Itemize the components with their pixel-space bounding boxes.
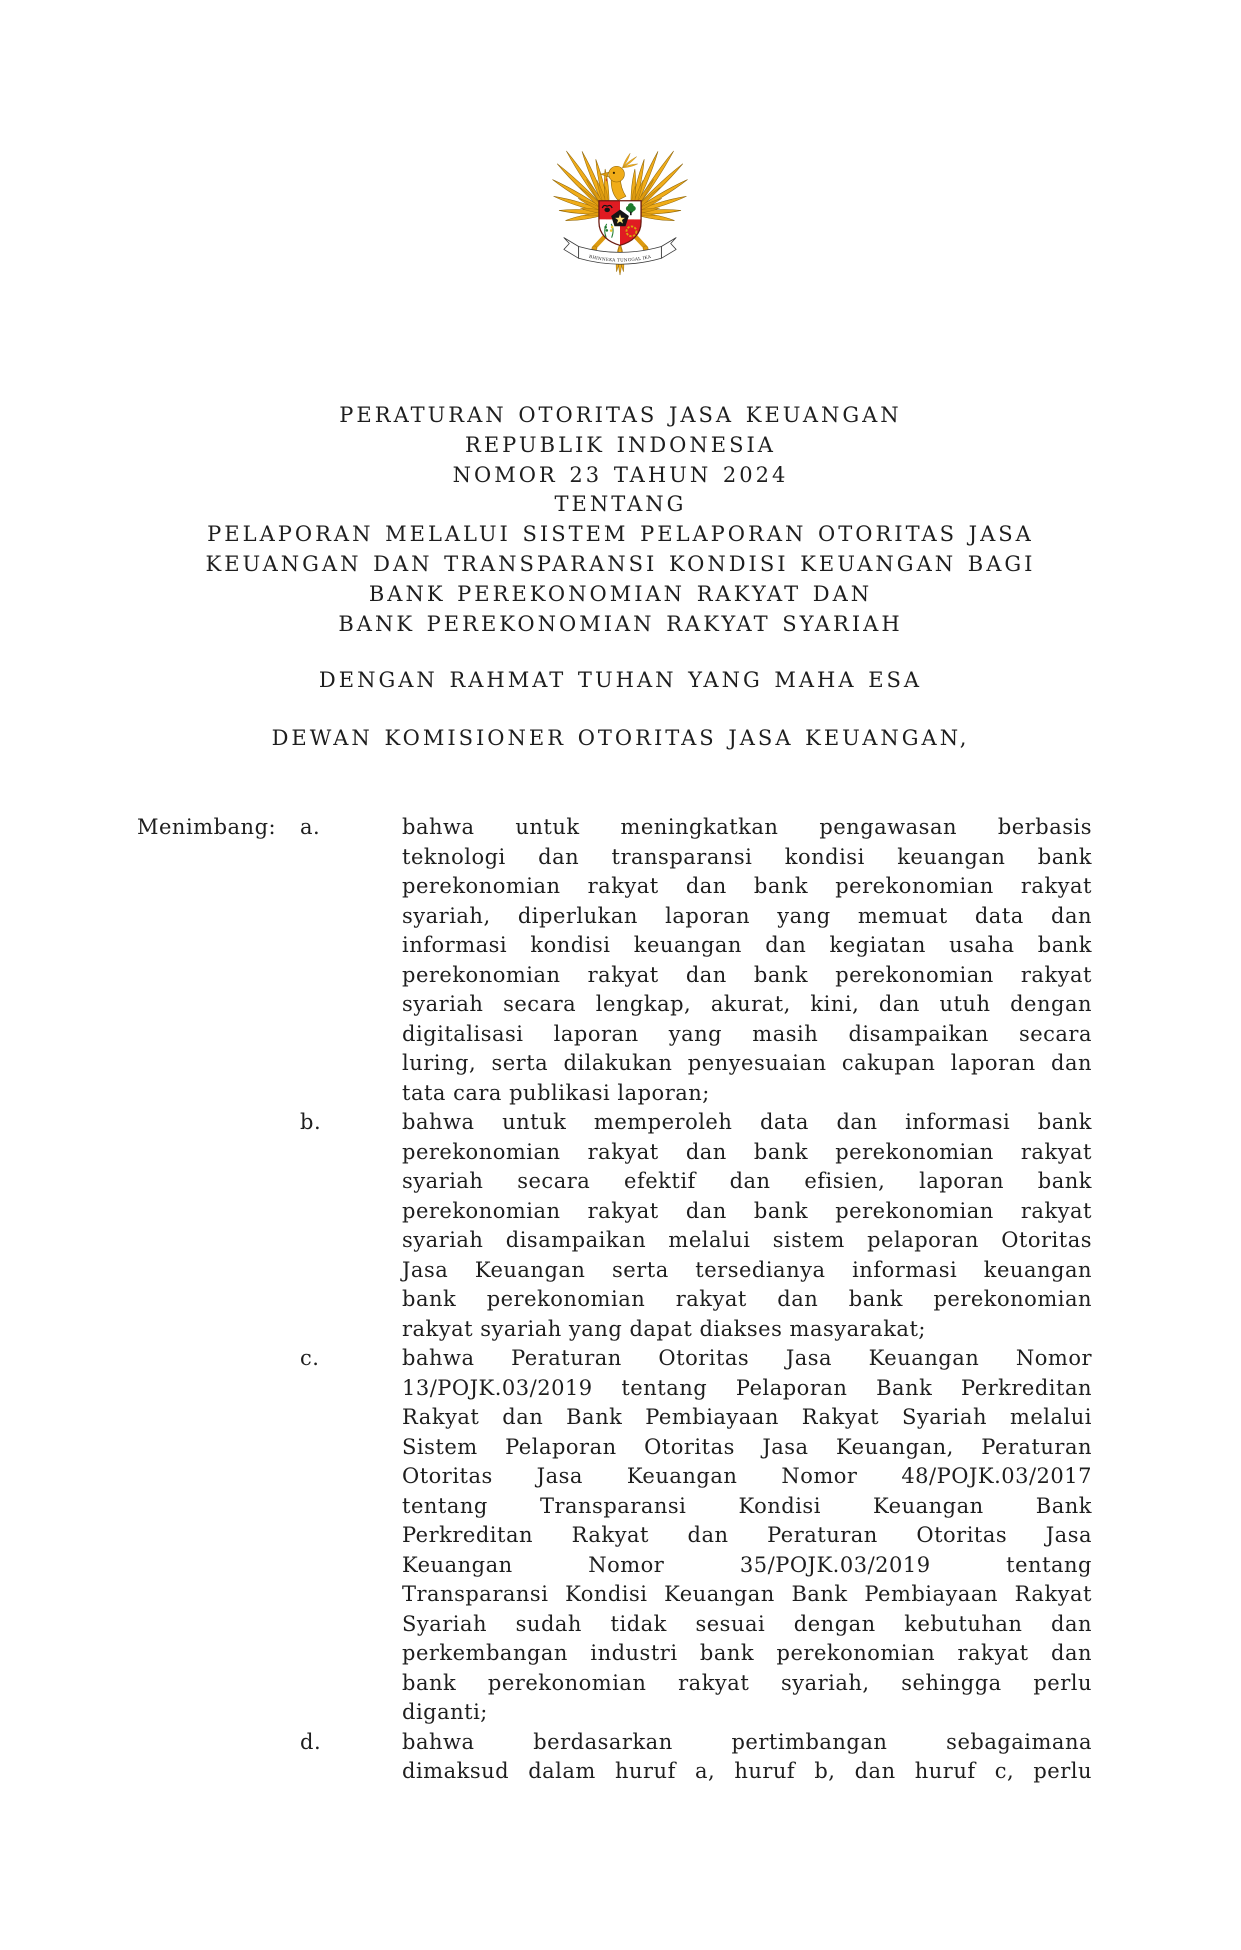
text-line: perekonomian rakyat dan bank perekonomian rakyat — [402, 962, 1092, 987]
text-line: 13/POJK.03/2019 tentang Pelaporan Bank Perkreditan — [402, 1375, 1092, 1400]
title-line-8: BANK PEREKONOMIAN RAKYAT SYARIAH — [338, 611, 903, 636]
text-line: Keuangan Nomor 35/POJK.03/2019 tentang — [402, 1552, 1092, 1577]
item-letter: b. — [300, 1110, 322, 1134]
title-line-2: REPUBLIK INDONESIA — [465, 432, 776, 457]
text-line: perekonomian rakyat dan bank perekonomian rakyat — [402, 1198, 1092, 1223]
garuda-pancasila-emblem — [551, 150, 689, 278]
title-line-6: KEUANGAN DAN TRANSPARANSI KONDISI KEUANGAN BAGI — [205, 551, 1036, 576]
item-text — [402, 813, 1092, 1108]
text-line: bank perekonomian rakyat dan bank perekonomian — [402, 1287, 1092, 1311]
text-line: Rakyat dan Bank Pembiayaan Rakyat Syariah melalui — [402, 1405, 1092, 1429]
text-line: Syariah sudah tidak sesuai dengan kebutuhan dan — [402, 1611, 1092, 1636]
text-line: tata cara publikasi laporan; — [402, 1080, 710, 1105]
item-letter: c. — [300, 1346, 320, 1370]
text-line: perkembangan industri bank perekonomian rakyat dan — [402, 1641, 1092, 1665]
text-line: bahwa untuk meningkatkan pengawasan berbasis — [402, 815, 1092, 839]
text-line: luring, serta dilakukan penyesuaian cakupan laporan dan — [402, 1051, 1092, 1075]
eye — [613, 172, 615, 174]
text-line: syariah disampaikan melalui sistem pelaporan Otoritas — [402, 1228, 1092, 1252]
text-line: Perkreditan Rakyat dan Peraturan Otoritas Jasa — [402, 1523, 1092, 1547]
text-line: informasi kondisi keuangan dan kegiatan usaha bank — [402, 933, 1092, 957]
head — [609, 166, 625, 182]
text-line: bank perekonomian rakyat syariah, sehingga perlu — [402, 1670, 1092, 1695]
text-line: digitalisasi laporan yang masih disampaikan secara — [402, 1021, 1092, 1046]
text-line: bahwa untuk memperoleh data dan informasi bank — [402, 1110, 1092, 1134]
text-line: rakyat syariah yang dapat diakses masyarakat; — [402, 1316, 926, 1341]
item-text — [402, 1728, 1092, 1787]
head-crest — [622, 153, 638, 169]
invocation-line: DENGAN RAHMAT TUHAN YANG MAHA ESA — [318, 668, 923, 692]
garuda-pancasila-icon — [551, 150, 689, 278]
text-line: Transparansi Kondisi Keuangan Bank Pembiayaan Rakyat — [402, 1582, 1092, 1606]
title-line-4: TENTANG — [554, 492, 687, 517]
text-line: syariah, diperlukan laporan yang memuat data dan — [402, 903, 1092, 928]
considering-section — [0, 813, 1241, 1787]
considering-label: Menimbang: — [137, 815, 277, 839]
text-line: Jasa Keuangan serta tersedianya informasi keuangan — [402, 1257, 1092, 1282]
text-line: Sistem Pelaporan Otoritas Jasa Keuangan, Peraturan — [402, 1434, 1092, 1459]
text-line: dimaksud dalam huruf a, huruf b, dan huruf c, perlu — [402, 1759, 1092, 1783]
considering-items — [300, 813, 1092, 1787]
text-line: bahwa Peraturan Otoritas Jasa Keuangan Nomor — [402, 1346, 1092, 1370]
text-line: Otoritas Jasa Keuangan Nomor 48/POJK.03/2017 — [402, 1464, 1092, 1488]
title-block — [0, 401, 1241, 639]
emblem-motto: BHINNEKA TUNGGAL IKA — [588, 253, 652, 263]
text-line: syariah secara lengkap, akurat, kini, dan utuh dengan — [402, 992, 1092, 1016]
considering-item-b — [300, 1108, 1092, 1344]
issuer-line: DEWAN KOMISIONER OTORITAS JASA KEUANGAN, — [271, 726, 970, 750]
title-line-5: PELAPORAN MELALUI SISTEM PELAPORAN OTORITAS JASA — [207, 522, 1034, 547]
considering-item-c — [300, 1344, 1092, 1728]
considering-item-a — [300, 813, 1092, 1108]
title-line-7: BANK PEREKONOMIAN RAKYAT DAN — [368, 581, 873, 606]
text-line: bahwa berdasarkan pertimbangan sebagaimana — [402, 1729, 1092, 1754]
text-line: syariah secara efektif dan efisien, laporan bank — [402, 1169, 1092, 1193]
title-line-1: PERATURAN OTORITAS JASA KEUANGAN — [339, 403, 902, 427]
item-letter: d. — [300, 1729, 322, 1754]
text-line: perekonomian rakyat dan bank perekonomian rakyat — [402, 1139, 1092, 1164]
item-letter: a. — [300, 815, 321, 839]
item-text — [402, 1108, 1092, 1344]
text-line: perekonomian rakyat dan bank perekonomian rakyat — [402, 874, 1092, 898]
text-line: tentang Transparansi Kondisi Keuangan Bank — [402, 1493, 1092, 1518]
text-line: teknologi dan transparansi kondisi keuangan bank — [402, 844, 1092, 869]
title-line-3: NOMOR 23 TAHUN 2024 — [452, 462, 789, 487]
text-line: diganti; — [402, 1700, 488, 1724]
item-text — [402, 1344, 1092, 1728]
considering-item-d — [300, 1728, 1092, 1787]
